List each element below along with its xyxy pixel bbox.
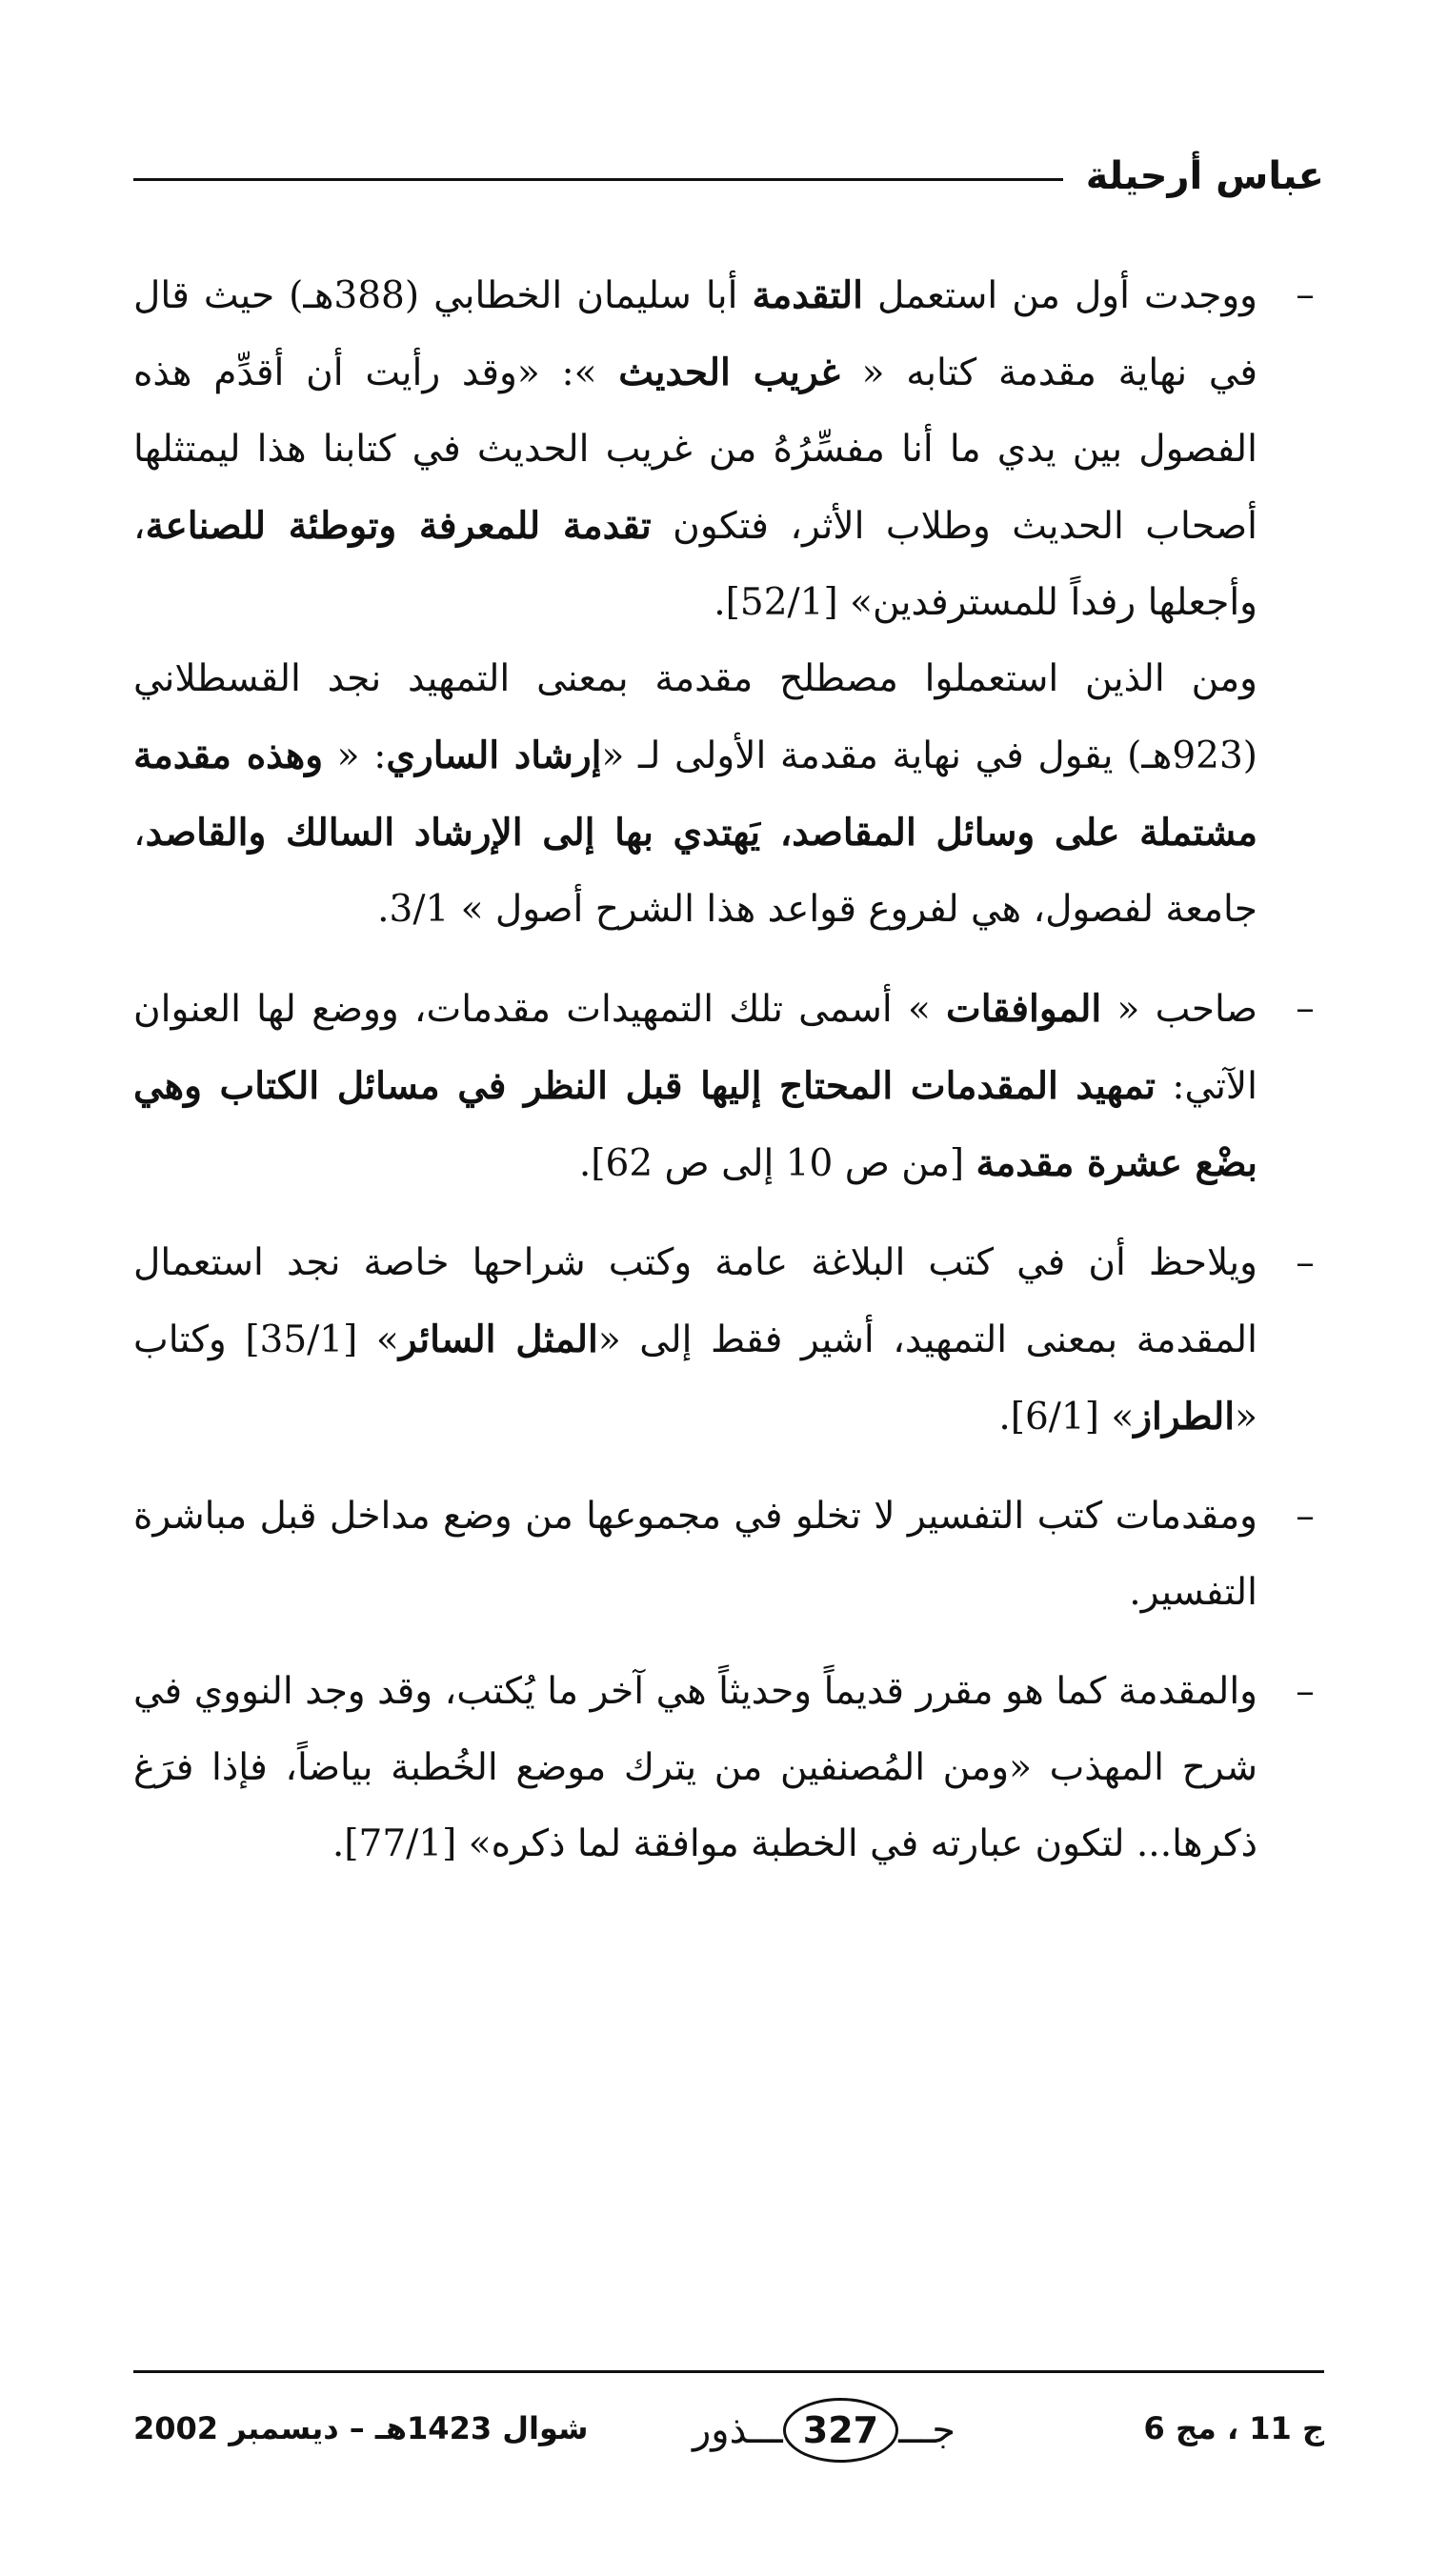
text-run: ويلاحظ أن في كتب البلاغة عامة وكتب شراحها خاصة نجد استعمال المقدمة بمعنى التمهيد، أشير فقط إلى « bbox=[133, 1241, 1257, 1361]
dash-bullet: – bbox=[1296, 987, 1315, 1030]
paragraph-text bbox=[133, 1225, 1257, 1456]
bold-text: التقدمة bbox=[752, 273, 863, 317]
page-number: 327 bbox=[783, 2398, 898, 2463]
bold-text: تمهيد المقدمات المحتاج إليها قبل النظر في مسائل الكتاب وهي بضْع عشرة مقدمة bbox=[133, 1064, 1257, 1185]
footer-volume: ج 11 ، مج 6 bbox=[1143, 2410, 1324, 2446]
dash-bullet: – bbox=[1296, 1495, 1315, 1538]
text-run: ، وأجعلها رفداً للمسترفدين» [52/1]. bbox=[133, 505, 1257, 624]
header-rule bbox=[133, 178, 1063, 181]
paragraph-continuation bbox=[133, 641, 1257, 948]
bold-text: الطراز bbox=[1134, 1395, 1236, 1439]
bullet-paragraph bbox=[133, 971, 1324, 1202]
text-run: » [6/1]. bbox=[998, 1396, 1135, 1439]
text-run: والمقدمة كما هو مقرر قديماً وحديثاً هي آخر ما يُكتب، وقد وجد النووي في شرح المهذب «ومن المُصنفين من يترك موضع الخُطبة بياضاً، فإذا فرَغ ذكرها... لتكون عبارته في الخطبة موافقة لما ذكره» [77/1]. bbox=[133, 1670, 1257, 1865]
bold-text: إرشاد الساري bbox=[386, 734, 602, 777]
running-header-author: عباس أرحيلة bbox=[1085, 154, 1324, 198]
paragraph-text bbox=[133, 257, 1257, 641]
text-run: : « bbox=[323, 735, 387, 777]
bold-text: غريب الحديث bbox=[618, 351, 840, 394]
text-run: » أسمى تلك التمهيدات مقدمات، ووضع لها العنوان الآتي: bbox=[133, 988, 1257, 1108]
bullet-paragraph bbox=[133, 1225, 1324, 1456]
bullet-paragraph bbox=[133, 1479, 1324, 1631]
text-run: » [35/1] وكتاب « bbox=[133, 1318, 1257, 1439]
footer bbox=[133, 2382, 1324, 2477]
bullet-paragraph bbox=[133, 257, 1324, 948]
footer-date: شوال 1423هـ – ديسمبر 2002 bbox=[133, 2410, 589, 2446]
bullet-paragraph bbox=[133, 1654, 1324, 1882]
text-run: ، جامعة لفصول، هي لفروع قواعد هذا الشرح أصول » 3/1. bbox=[133, 812, 1257, 931]
bold-text: تقدمة للمعرفة وتوطئة للصناعة bbox=[145, 504, 652, 548]
text-run: صاحب « bbox=[1101, 988, 1257, 1031]
text-run: [من ص 10 إلى ص 62]. bbox=[578, 1142, 976, 1185]
footer-rule bbox=[133, 2370, 1324, 2373]
text-run: ومقدمات كتب التفسير لا تخلو في مجموعها من وضع مداخل قبل مباشرة التفسير. bbox=[133, 1495, 1257, 1614]
footer-journal-mark bbox=[653, 2397, 996, 2464]
text-run: »: «وقد رأيت أن أقدِّم هذه الفصول بين يدي ما أنا مفسِّرُهُ من غريب الحديث في كتابنا هذا ليمتثلها أصحاب الحديث وطلاب الأثر، فتكون bbox=[133, 352, 1258, 548]
journal-name-part: جـــ bbox=[898, 2408, 955, 2452]
paragraph-text bbox=[133, 971, 1257, 1202]
paragraph-text bbox=[133, 1479, 1257, 1631]
dash-bullet: – bbox=[1296, 1241, 1315, 1284]
bold-text: الموافقات bbox=[946, 987, 1102, 1031]
body-text bbox=[133, 257, 1324, 1905]
text-run: ومن الذين استعملوا مصطلح مقدمة بمعنى التمهيد نجد القسطلاني (923هـ) يقول في نهاية مقدمة الأولى لـ « bbox=[133, 657, 1258, 777]
bold-text: وهذه مقدمة مشتملة على وسائل المقاصد، يَهتدي بها إلى الإرشاد السالك والقاصد bbox=[133, 734, 1257, 855]
journal-name-part: ـــذور bbox=[692, 2408, 783, 2452]
text-run: أبا سليمان الخطابي (388هـ) حيث قال في نهاية مقدمة كتابه « bbox=[133, 274, 1258, 394]
running-header bbox=[133, 143, 1324, 210]
dash-bullet: – bbox=[1296, 273, 1315, 316]
dash-bullet: – bbox=[1296, 1670, 1315, 1713]
paragraph-text bbox=[133, 1654, 1257, 1882]
bold-text: المثل السائر bbox=[398, 1318, 598, 1361]
text-run: ووجدت أول من استعمل bbox=[862, 274, 1257, 317]
